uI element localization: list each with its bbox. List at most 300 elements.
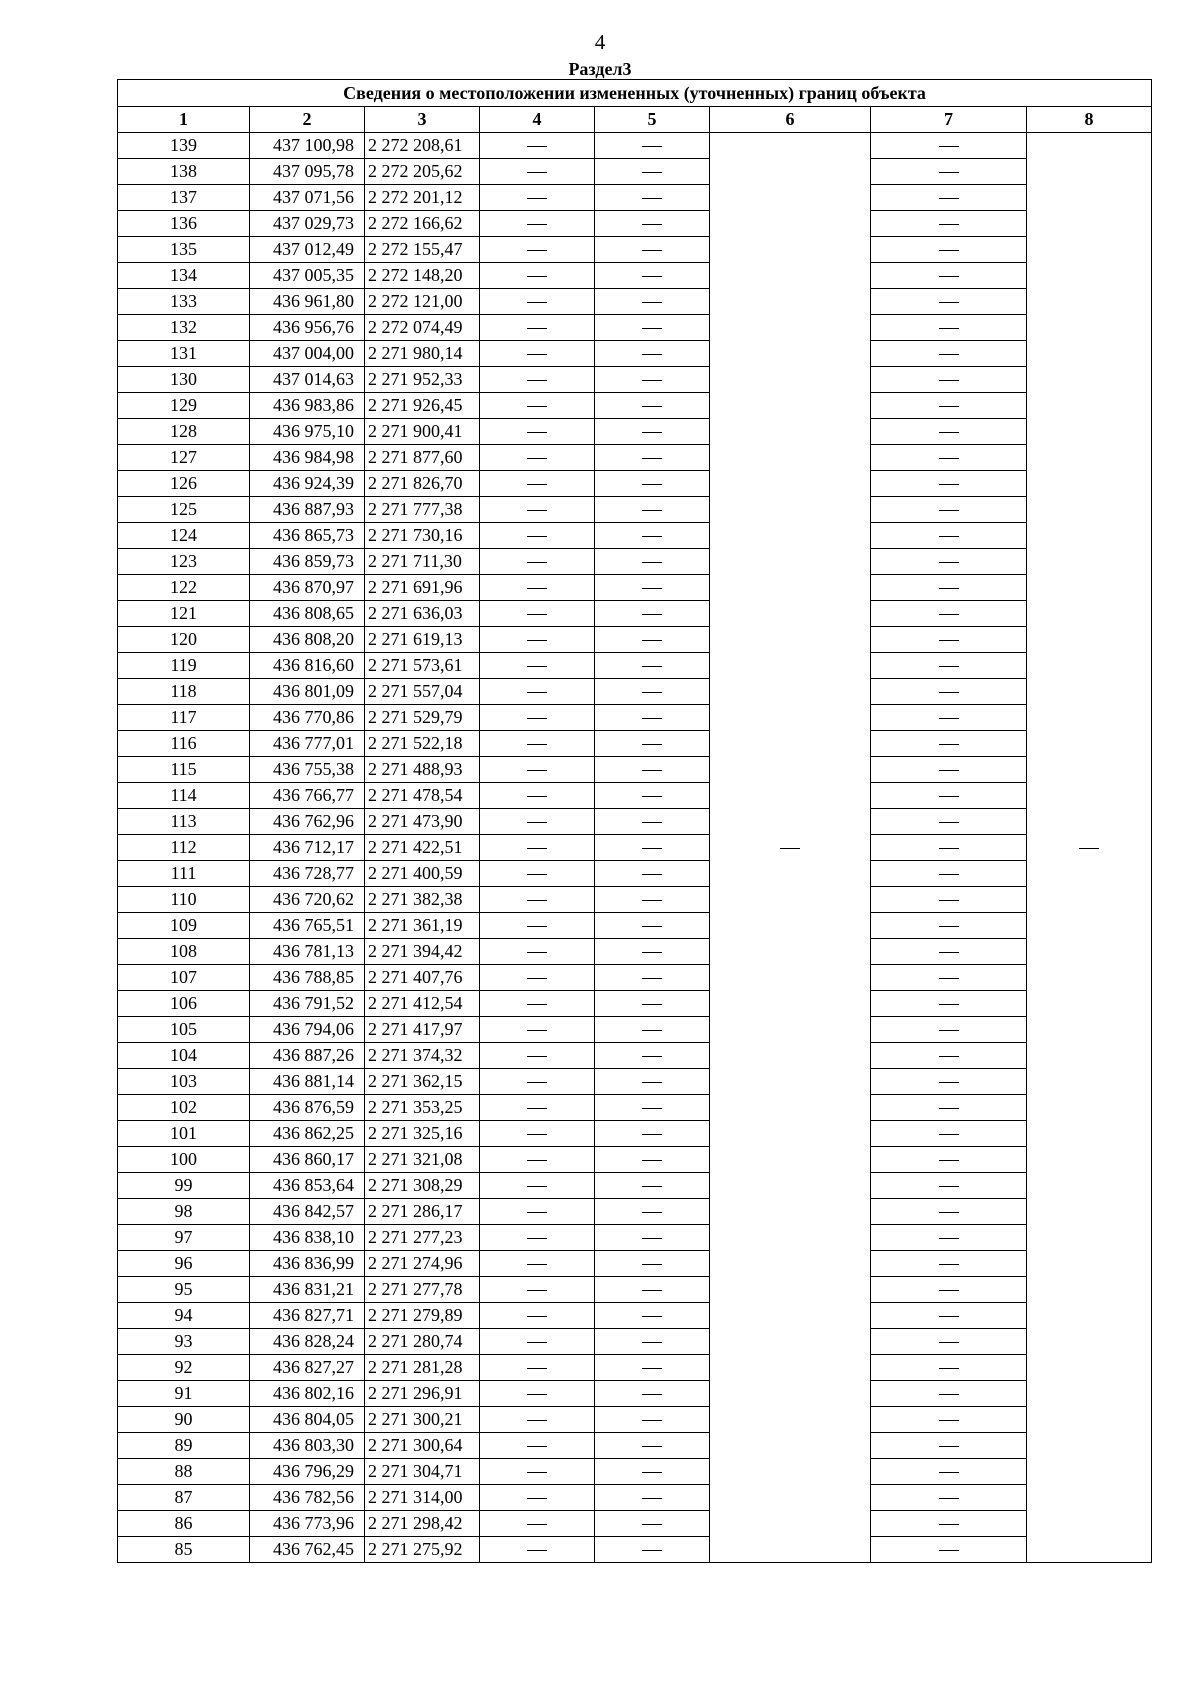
col5-cell [595, 835, 710, 861]
col5-cell [595, 1407, 710, 1433]
dash-mark [939, 1420, 959, 1421]
dash-mark [527, 1524, 547, 1525]
col4-cell [480, 991, 595, 1017]
col7-cell [871, 601, 1027, 627]
y-coordinate-cell: 2 272 205,62 [365, 159, 480, 185]
x-coordinate-cell: 436 816,60 [250, 653, 365, 679]
dash-mark [939, 952, 959, 953]
col7-cell [871, 211, 1027, 237]
table-row [118, 601, 1152, 627]
point-number-cell: 86 [118, 1511, 250, 1537]
col7-cell [871, 835, 1027, 861]
y-coordinate-cell: 2 271 422,51 [365, 835, 480, 861]
dash-mark [527, 510, 547, 511]
col5-cell [595, 809, 710, 835]
point-number-cell: 123 [118, 549, 250, 575]
col5-cell [595, 315, 710, 341]
col5-cell [595, 965, 710, 991]
dash-mark [527, 172, 547, 173]
table-row [118, 731, 1152, 757]
col4-cell [480, 445, 595, 471]
col7-cell [871, 1225, 1027, 1251]
point-number-cell: 108 [118, 939, 250, 965]
x-coordinate-cell: 436 791,52 [250, 991, 365, 1017]
y-coordinate-cell: 2 271 557,04 [365, 679, 480, 705]
point-number-cell: 125 [118, 497, 250, 523]
table-row [118, 783, 1152, 809]
y-coordinate-cell: 2 271 412,54 [365, 991, 480, 1017]
dash-mark [939, 1316, 959, 1317]
y-coordinate-cell: 2 271 400,59 [365, 861, 480, 887]
y-coordinate-cell: 2 271 286,17 [365, 1199, 480, 1225]
col7-cell [871, 679, 1027, 705]
dash-mark [939, 1446, 959, 1447]
col5-cell [595, 1303, 710, 1329]
point-number-cell: 91 [118, 1381, 250, 1407]
col6-merged-cell [710, 133, 871, 1563]
y-coordinate-cell: 2 271 275,92 [365, 1537, 480, 1563]
table-row [118, 341, 1152, 367]
point-number-cell: 109 [118, 913, 250, 939]
dash-mark [939, 536, 959, 537]
dash-mark [939, 198, 959, 199]
col4-cell [480, 1407, 595, 1433]
dash-mark [642, 1290, 662, 1291]
col4-cell [480, 1199, 595, 1225]
dash-mark [939, 432, 959, 433]
col4-cell [480, 575, 595, 601]
dash-mark [642, 1212, 662, 1213]
dash-mark [939, 1472, 959, 1473]
y-coordinate-cell: 2 271 296,91 [365, 1381, 480, 1407]
page-number: 4 [594, 30, 606, 54]
dash-mark [939, 874, 959, 875]
table-row [118, 575, 1152, 601]
point-number-cell: 97 [118, 1225, 250, 1251]
point-number-cell: 103 [118, 1069, 250, 1095]
dash-mark [527, 952, 547, 953]
point-number-cell: 106 [118, 991, 250, 1017]
point-number-cell: 102 [118, 1095, 250, 1121]
dash-mark [642, 926, 662, 927]
col4-cell [480, 1511, 595, 1537]
dash-mark [527, 978, 547, 979]
dash-mark [939, 458, 959, 459]
col5-cell [595, 1147, 710, 1173]
table-row [118, 965, 1152, 991]
dash-mark [642, 1030, 662, 1031]
dash-mark [642, 328, 662, 329]
x-coordinate-cell: 437 095,78 [250, 159, 365, 185]
table-row [118, 289, 1152, 315]
col4-cell [480, 1095, 595, 1121]
col7-cell [871, 731, 1027, 757]
dash-mark [527, 848, 547, 849]
y-coordinate-cell: 2 272 121,00 [365, 289, 480, 315]
point-number-cell: 127 [118, 445, 250, 471]
col4-cell [480, 1147, 595, 1173]
col7-cell [871, 289, 1027, 315]
col4-cell [480, 679, 595, 705]
x-coordinate-cell: 436 808,20 [250, 627, 365, 653]
col7-cell [871, 341, 1027, 367]
dash-mark [939, 588, 959, 589]
point-number-cell: 104 [118, 1043, 250, 1069]
x-coordinate-cell: 436 828,24 [250, 1329, 365, 1355]
col4-cell [480, 783, 595, 809]
point-number-cell: 94 [118, 1303, 250, 1329]
col5-cell [595, 419, 710, 445]
dash-mark [939, 1160, 959, 1161]
y-coordinate-cell: 2 271 529,79 [365, 705, 480, 731]
col7-cell [871, 1043, 1027, 1069]
header-row [118, 107, 1152, 133]
point-number-cell: 107 [118, 965, 250, 991]
col7-cell [871, 1147, 1027, 1173]
col4-cell [480, 393, 595, 419]
dash-mark [642, 770, 662, 771]
dash-mark [939, 1082, 959, 1083]
table-row [118, 1485, 1152, 1511]
point-number-cell: 119 [118, 653, 250, 679]
y-coordinate-cell: 2 272 166,62 [365, 211, 480, 237]
y-coordinate-cell: 2 271 522,18 [365, 731, 480, 757]
point-number-cell: 126 [118, 471, 250, 497]
y-coordinate-cell: 2 271 573,61 [365, 653, 480, 679]
dash-mark [939, 1108, 959, 1109]
dash-mark [527, 874, 547, 875]
col5-cell [595, 185, 710, 211]
col7-cell [871, 1303, 1027, 1329]
x-coordinate-cell: 436 838,10 [250, 1225, 365, 1251]
dash-mark [939, 1550, 959, 1551]
col5-cell [595, 1329, 710, 1355]
dash-mark [642, 1186, 662, 1187]
col4-cell [480, 133, 595, 159]
col4-cell [480, 809, 595, 835]
point-number-cell: 105 [118, 1017, 250, 1043]
col5-cell [595, 1537, 710, 1563]
point-number-cell: 118 [118, 679, 250, 705]
col5-cell [595, 1043, 710, 1069]
table-row [118, 445, 1152, 471]
col5-cell [595, 757, 710, 783]
dash-mark [527, 432, 547, 433]
x-coordinate-cell: 436 862,25 [250, 1121, 365, 1147]
x-coordinate-cell: 436 881,14 [250, 1069, 365, 1095]
dash-mark [642, 198, 662, 199]
y-coordinate-cell: 2 271 730,16 [365, 523, 480, 549]
dash-mark [642, 1316, 662, 1317]
dash-mark [527, 1290, 547, 1291]
dash-mark [527, 1212, 547, 1213]
table-row [118, 679, 1152, 705]
x-coordinate-cell: 436 836,99 [250, 1251, 365, 1277]
col7-cell [871, 809, 1027, 835]
dash-mark [527, 822, 547, 823]
col5-cell [595, 497, 710, 523]
table-row [118, 1459, 1152, 1485]
col4-cell [480, 965, 595, 991]
table-row [118, 705, 1152, 731]
col7-cell [871, 471, 1027, 497]
col7-cell [871, 1407, 1027, 1433]
dash-mark [939, 1524, 959, 1525]
x-coordinate-cell: 436 961,80 [250, 289, 365, 315]
col4-cell [480, 835, 595, 861]
col7-cell [871, 1355, 1027, 1381]
col7-cell [871, 913, 1027, 939]
col4-cell [480, 861, 595, 887]
point-number-cell: 136 [118, 211, 250, 237]
dash-mark [527, 1472, 547, 1473]
point-number-cell: 96 [118, 1251, 250, 1277]
col5-cell [595, 601, 710, 627]
y-coordinate-cell: 2 271 277,23 [365, 1225, 480, 1251]
col7-cell [871, 393, 1027, 419]
y-coordinate-cell: 2 271 361,19 [365, 913, 480, 939]
dash-mark [527, 354, 547, 355]
col7-cell [871, 315, 1027, 341]
dash-mark [527, 1056, 547, 1057]
dash-mark [642, 562, 662, 563]
table-row [118, 471, 1152, 497]
x-coordinate-cell: 437 100,98 [250, 133, 365, 159]
col5-cell [595, 705, 710, 731]
point-number-cell: 139 [118, 133, 250, 159]
dash-mark [939, 302, 959, 303]
dash-mark [642, 146, 662, 147]
y-coordinate-cell: 2 271 298,42 [365, 1511, 480, 1537]
table-row [118, 1095, 1152, 1121]
point-number-cell: 116 [118, 731, 250, 757]
col5-cell [595, 939, 710, 965]
dash-mark [642, 796, 662, 797]
x-coordinate-cell: 436 802,16 [250, 1381, 365, 1407]
col7-cell [871, 133, 1027, 159]
dash-mark [527, 276, 547, 277]
col4-cell [480, 601, 595, 627]
dash-mark [527, 250, 547, 251]
dash-mark [527, 1316, 547, 1317]
dash-mark [527, 1446, 547, 1447]
dash-mark [939, 1030, 959, 1031]
col7-cell [871, 991, 1027, 1017]
dash-mark [642, 1108, 662, 1109]
table-row [118, 211, 1152, 237]
col7-cell [871, 1459, 1027, 1485]
dash-mark [939, 926, 959, 927]
col4-cell [480, 159, 595, 185]
point-number-cell: 135 [118, 237, 250, 263]
point-number-cell: 87 [118, 1485, 250, 1511]
col7-cell [871, 575, 1027, 601]
x-coordinate-cell: 436 831,21 [250, 1277, 365, 1303]
x-coordinate-cell: 436 801,09 [250, 679, 365, 705]
col5-cell [595, 289, 710, 315]
table-row [118, 887, 1152, 913]
col4-cell [480, 1017, 595, 1043]
table-row [118, 1511, 1152, 1537]
x-coordinate-cell: 437 005,35 [250, 263, 365, 289]
point-number-cell: 124 [118, 523, 250, 549]
x-coordinate-cell: 437 014,63 [250, 367, 365, 393]
x-coordinate-cell: 436 720,62 [250, 887, 365, 913]
y-coordinate-cell: 2 271 877,60 [365, 445, 480, 471]
col4-cell [480, 1329, 595, 1355]
point-number-cell: 111 [118, 861, 250, 887]
dash-mark [939, 406, 959, 407]
col5-cell [595, 679, 710, 705]
point-number-cell: 133 [118, 289, 250, 315]
col5-cell [595, 263, 710, 289]
y-coordinate-cell: 2 271 900,41 [365, 419, 480, 445]
x-coordinate-cell: 436 876,59 [250, 1095, 365, 1121]
col5-cell [595, 471, 710, 497]
table-row [118, 1147, 1152, 1173]
table-row [118, 1043, 1152, 1069]
dash-mark [939, 562, 959, 563]
x-coordinate-cell: 436 766,77 [250, 783, 365, 809]
column-header: 7 [871, 107, 1027, 133]
point-number-cell: 95 [118, 1277, 250, 1303]
dash-mark [527, 1394, 547, 1395]
col5-cell [595, 627, 710, 653]
col7-cell [871, 1485, 1027, 1511]
x-coordinate-cell: 436 859,73 [250, 549, 365, 575]
x-coordinate-cell: 437 012,49 [250, 237, 365, 263]
table-row [118, 939, 1152, 965]
point-number-cell: 122 [118, 575, 250, 601]
table-row [118, 1225, 1152, 1251]
x-coordinate-cell: 436 770,86 [250, 705, 365, 731]
y-coordinate-cell: 2 271 619,13 [365, 627, 480, 653]
y-coordinate-cell: 2 271 691,96 [365, 575, 480, 601]
dash-mark [1079, 848, 1099, 849]
dash-mark [642, 458, 662, 459]
point-number-cell: 117 [118, 705, 250, 731]
table-row [118, 185, 1152, 211]
x-coordinate-cell: 436 728,77 [250, 861, 365, 887]
col4-cell [480, 1459, 595, 1485]
col7-cell [871, 705, 1027, 731]
point-number-cell: 114 [118, 783, 250, 809]
x-coordinate-cell: 436 788,85 [250, 965, 365, 991]
y-coordinate-cell: 2 271 488,93 [365, 757, 480, 783]
x-coordinate-cell: 436 755,38 [250, 757, 365, 783]
dash-mark [527, 1238, 547, 1239]
dash-mark [527, 640, 547, 641]
table-row [118, 1303, 1152, 1329]
dash-mark [642, 224, 662, 225]
col7-cell [871, 1173, 1027, 1199]
x-coordinate-cell: 436 924,39 [250, 471, 365, 497]
table-row [118, 159, 1152, 185]
table-row [118, 1069, 1152, 1095]
col5-cell [595, 653, 710, 679]
point-number-cell: 134 [118, 263, 250, 289]
table-row [118, 419, 1152, 445]
x-coordinate-cell: 436 765,51 [250, 913, 365, 939]
col4-cell [480, 653, 595, 679]
dash-mark [642, 1472, 662, 1473]
col7-cell [871, 237, 1027, 263]
column-header: 2 [250, 107, 365, 133]
dash-mark [527, 146, 547, 147]
table-row [118, 835, 1152, 861]
dash-mark [527, 666, 547, 667]
dash-mark [527, 1134, 547, 1135]
dash-mark [642, 614, 662, 615]
col5-cell [595, 1485, 710, 1511]
dash-mark [527, 744, 547, 745]
col4-cell [480, 471, 595, 497]
table-row [118, 1329, 1152, 1355]
y-coordinate-cell: 2 271 308,29 [365, 1173, 480, 1199]
x-coordinate-cell: 436 956,76 [250, 315, 365, 341]
col7-cell [871, 1511, 1027, 1537]
col4-cell [480, 1225, 595, 1251]
section-title: Раздел3 [568, 59, 632, 79]
col4-cell [480, 627, 595, 653]
col7-cell [871, 1251, 1027, 1277]
col7-cell [871, 1069, 1027, 1095]
table-row [118, 627, 1152, 653]
x-coordinate-cell: 437 029,73 [250, 211, 365, 237]
col4-cell [480, 211, 595, 237]
dash-mark [939, 1056, 959, 1057]
dash-mark [939, 770, 959, 771]
y-coordinate-cell: 2 272 148,20 [365, 263, 480, 289]
col4-cell [480, 341, 595, 367]
dash-mark [642, 1394, 662, 1395]
col5-cell [595, 341, 710, 367]
dash-mark [527, 614, 547, 615]
dash-mark [527, 796, 547, 797]
dash-mark [642, 536, 662, 537]
y-coordinate-cell: 2 272 208,61 [365, 133, 480, 159]
col4-cell [480, 1485, 595, 1511]
x-coordinate-cell: 436 975,10 [250, 419, 365, 445]
point-number-cell: 93 [118, 1329, 250, 1355]
col5-cell [595, 1433, 710, 1459]
dash-mark [642, 250, 662, 251]
dash-mark [527, 1082, 547, 1083]
dash-mark [527, 1108, 547, 1109]
point-number-cell: 120 [118, 627, 250, 653]
dash-mark [642, 952, 662, 953]
col5-cell [595, 159, 710, 185]
table-row [118, 549, 1152, 575]
table-row [118, 497, 1152, 523]
y-coordinate-cell: 2 272 201,12 [365, 185, 480, 211]
col7-cell [871, 549, 1027, 575]
y-coordinate-cell: 2 271 300,21 [365, 1407, 480, 1433]
x-coordinate-cell: 437 004,00 [250, 341, 365, 367]
dash-mark [642, 718, 662, 719]
dash-mark [939, 146, 959, 147]
col7-cell [871, 1017, 1027, 1043]
col7-cell [871, 367, 1027, 393]
dash-mark [642, 692, 662, 693]
col5-cell [595, 211, 710, 237]
col7-cell [871, 939, 1027, 965]
point-number-cell: 113 [118, 809, 250, 835]
dash-mark [642, 510, 662, 511]
dash-mark [939, 380, 959, 381]
col4-cell [480, 315, 595, 341]
dash-mark [642, 1524, 662, 1525]
